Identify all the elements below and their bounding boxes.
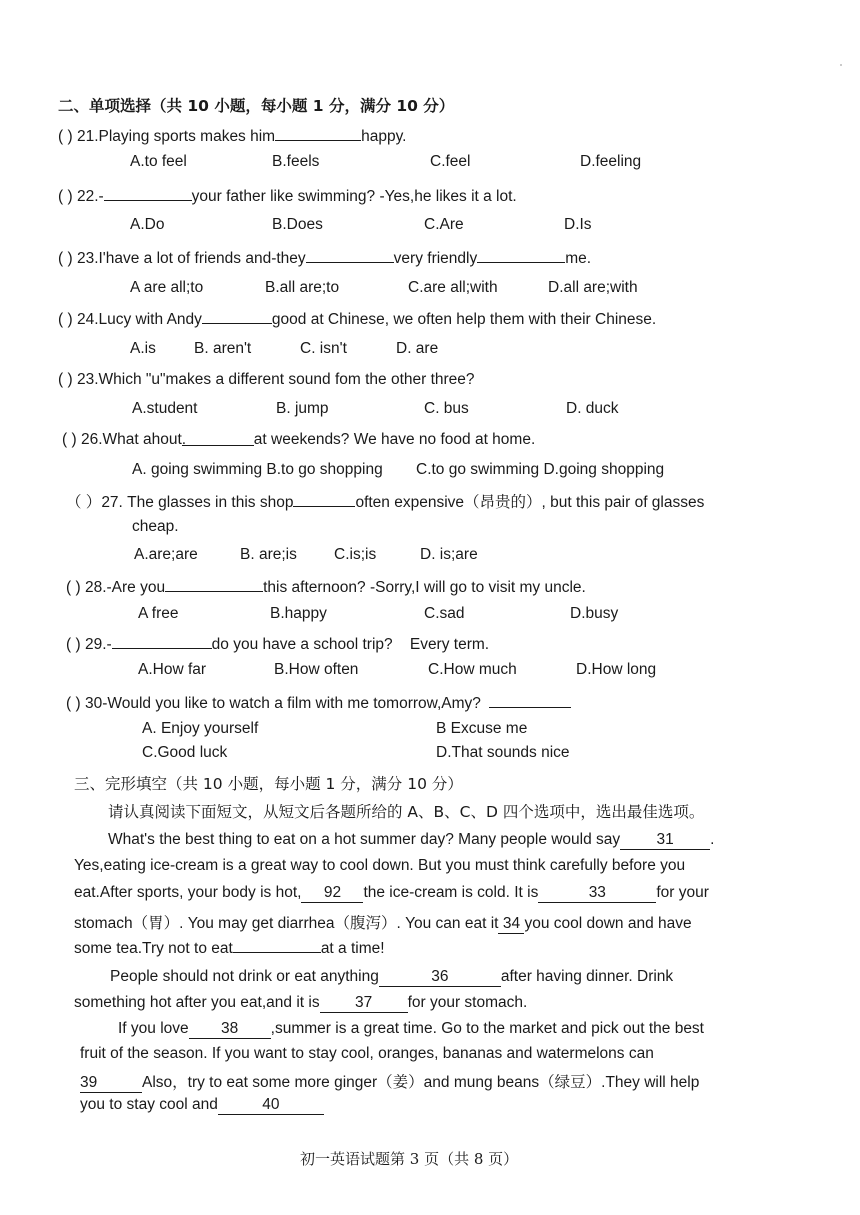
passage-p1-line1: What's the best thing to eat on a hot summer day? Many people would say 31 .	[108, 831, 715, 848]
answer-paren[interactable]: ( )	[58, 250, 73, 267]
passage-p1-line2: Yes,eating ice-cream is a great way to cool down. But you must think carefully before you	[74, 857, 686, 874]
q23-option-a[interactable]: A are all;to	[130, 279, 204, 296]
answer-paren[interactable]: ( )	[66, 636, 81, 653]
page-footer: 初一英语试题第 3 页（共 8 页）	[300, 1150, 519, 1168]
question-27-continuation: cheap.	[132, 518, 179, 535]
question-25	[58, 371, 475, 389]
answer-blank[interactable]	[293, 492, 355, 507]
passage-p1-line4: stomach（胃）. You may get diarrhea（腹泻）. You can eat it 34 you cool down and have	[74, 915, 692, 932]
q24-option-d[interactable]: D. are	[396, 340, 439, 357]
cloze-blank-32[interactable]: 92	[301, 884, 363, 903]
q27-option-c[interactable]: C.is;is	[334, 546, 377, 563]
answer-paren[interactable]: ( )	[58, 371, 73, 388]
q25-option-a[interactable]: A.student	[132, 400, 198, 417]
passage-p2-line2: something hot after you eat,and it is 37 for your stomach.	[74, 994, 528, 1011]
q25-option-b[interactable]: B. jump	[276, 400, 329, 417]
passage-p1-line3: eat.After sports, your body is hot, 92 the ice-cream is cold. It is 33 for your	[74, 884, 709, 901]
q29-option-c[interactable]: C.How much	[428, 661, 517, 678]
q23-option-b[interactable]: B.all are;to	[265, 279, 340, 296]
answer-paren[interactable]: ( )	[58, 188, 73, 205]
cloze-blank-38[interactable]: 38	[189, 1020, 271, 1039]
cloze-blank-35[interactable]	[233, 938, 321, 953]
q28-option-b[interactable]: B.happy	[270, 605, 327, 622]
question-21	[58, 126, 406, 146]
question-24	[58, 309, 656, 329]
question-text-end: happy.	[361, 128, 407, 145]
question-text-end: your father like swimming? -Yes,he likes it a lot.	[191, 188, 517, 205]
q23-option-c[interactable]: C.are all;with	[408, 279, 498, 296]
question-text: 21.Playing sports makes him	[76, 128, 276, 145]
q21-option-c[interactable]: C.feel	[430, 153, 471, 170]
q27-option-d[interactable]: D. is;are	[420, 546, 478, 563]
q23-option-d[interactable]: D.all are;with	[548, 279, 638, 296]
question-text-end: me.	[565, 250, 592, 267]
answer-blank[interactable]	[275, 126, 361, 141]
cloze-blank-39[interactable]: 39	[80, 1074, 142, 1093]
q28-option-c[interactable]: C.sad	[424, 605, 465, 622]
q25-option-d[interactable]: D. duck	[566, 400, 619, 417]
question-text: 26.What ahout	[80, 431, 182, 448]
q21-option-a[interactable]: A.to feel	[130, 153, 187, 170]
section-2-title: 二、单项选择（共 10 小题，每小题 1 分，满分 10 分）	[58, 97, 455, 115]
passage-p3-line4: you to stay cool and 40	[80, 1096, 324, 1115]
section-3-instruction: 请认真阅读下面短文，从短文后各题所给的 A、B、C、D 四个选项中，选出最佳选项。	[108, 803, 705, 821]
q24-option-b[interactable]: B. aren't	[194, 340, 252, 357]
q25-option-c[interactable]: C. bus	[424, 400, 469, 417]
answer-blank[interactable]: .	[182, 431, 254, 446]
q26-options-cd[interactable]: C.to go swimming D.going shopping	[416, 461, 665, 478]
q28-option-a[interactable]: A free	[138, 605, 179, 622]
answer-blank[interactable]	[165, 577, 263, 592]
answer-paren[interactable]: ( )	[62, 431, 77, 448]
passage-p3-line2: fruit of the season. If you want to stay cool, oranges, bananas and watermelons can	[80, 1045, 654, 1062]
question-text: 24.Lucy with Andy	[76, 311, 202, 328]
answer-blank[interactable]	[112, 634, 212, 649]
q22-option-b[interactable]: B.Does	[272, 216, 323, 233]
section-3-title: 三、完形填空（共 10 小题，每小题 1 分，满分 10 分）	[74, 775, 463, 793]
question-text-end: often expensive（昂贵的）, but this pair of glasses	[355, 494, 705, 511]
answer-blank[interactable]	[489, 693, 571, 708]
answer-blank[interactable]	[104, 186, 192, 201]
answer-paren[interactable]: ( )	[58, 128, 73, 145]
question-text-end: at weekends? We have no food at home.	[253, 431, 536, 448]
question-text: 22.-	[76, 188, 104, 205]
q21-option-d[interactable]: D.feeling	[580, 153, 642, 170]
question-text-end: good at Chinese, we often help them with their Chinese.	[271, 311, 657, 328]
answer-blank-1[interactable]	[306, 248, 394, 263]
q26-options-ab[interactable]: A. going swimming B.to go shopping	[132, 461, 383, 478]
q27-option-a[interactable]: A.are;are	[134, 546, 198, 563]
cloze-blank-33[interactable]: 33	[538, 884, 656, 903]
question-text: 30-Would you like to watch a film with me tomorrow,Amy?	[84, 695, 481, 712]
cloze-blank-40[interactable]: 40	[218, 1096, 324, 1115]
question-26	[62, 431, 535, 449]
q21-option-b[interactable]: B.feels	[272, 153, 320, 170]
q24-option-a[interactable]: A.is	[130, 340, 156, 357]
passage-p2-line1: People should not drink or eat anything 36 after having dinner. Drink	[110, 968, 674, 985]
q29-option-a[interactable]: A.How far	[138, 661, 207, 678]
q22-option-a[interactable]: A.Do	[130, 216, 165, 233]
answer-blank-2[interactable]	[477, 248, 565, 263]
answer-paren[interactable]: ( )	[58, 311, 73, 328]
q29-option-d[interactable]: D.How long	[576, 661, 657, 678]
question-text: 29.-	[84, 636, 112, 653]
passage-p3-line1: If you love 38 ,summer is a great time. Go to the market and pick out the best	[118, 1020, 704, 1037]
q29-option-b[interactable]: B.How often	[274, 661, 359, 678]
cloze-blank-36[interactable]: 36	[379, 968, 501, 987]
answer-paren[interactable]: （ ）	[66, 494, 102, 511]
passage-p3-line3: 39 Also，try to eat some more ginger（姜）and mung beans（绿豆）.They will help	[80, 1074, 700, 1091]
question-27	[66, 490, 704, 512]
q22-option-c[interactable]: C.Are	[424, 216, 464, 233]
passage-p1-line5: some tea.Try not to eat at a time!	[74, 940, 385, 957]
cloze-blank-34[interactable]: 34	[498, 915, 524, 934]
q22-option-d[interactable]: D.Is	[564, 216, 592, 233]
answer-paren[interactable]: ( )	[66, 695, 81, 712]
q30-option-c[interactable]: C.Good luck	[142, 744, 228, 761]
cloze-blank-37[interactable]: 37	[320, 994, 408, 1013]
question-text-mid: very friendly	[393, 250, 478, 267]
question-text: 23.Which "u"makes a different sound fom the other three?	[76, 371, 475, 388]
question-text-end: do you have a school trip? Every term.	[211, 636, 490, 653]
question-text-end: this afternoon? -Sorry,I will go to visit my uncle.	[263, 579, 586, 596]
q30-option-b[interactable]: B Excuse me	[436, 720, 528, 737]
cloze-blank-31[interactable]: 31	[620, 831, 710, 850]
q27-option-b[interactable]: B. are;is	[240, 546, 297, 563]
q30-option-a[interactable]: A. Enjoy yourself	[142, 720, 259, 737]
answer-paren[interactable]: ( )	[66, 579, 81, 596]
question-28	[66, 577, 586, 597]
q24-option-c[interactable]: C. isn't	[300, 340, 347, 357]
question-text: 23.I'have a lot of friends and-they	[76, 250, 306, 267]
q28-option-d[interactable]: D.busy	[570, 605, 619, 622]
question-30	[66, 693, 571, 713]
question-text: 28.-Are you	[84, 579, 166, 596]
q30-option-d[interactable]: D.That sounds nice	[436, 744, 570, 761]
scan-speck	[840, 64, 842, 66]
question-22	[58, 186, 517, 206]
answer-blank[interactable]	[202, 309, 272, 324]
question-23	[58, 248, 591, 268]
question-text: 27. The glasses in this shop	[101, 494, 294, 511]
question-29	[66, 634, 489, 654]
